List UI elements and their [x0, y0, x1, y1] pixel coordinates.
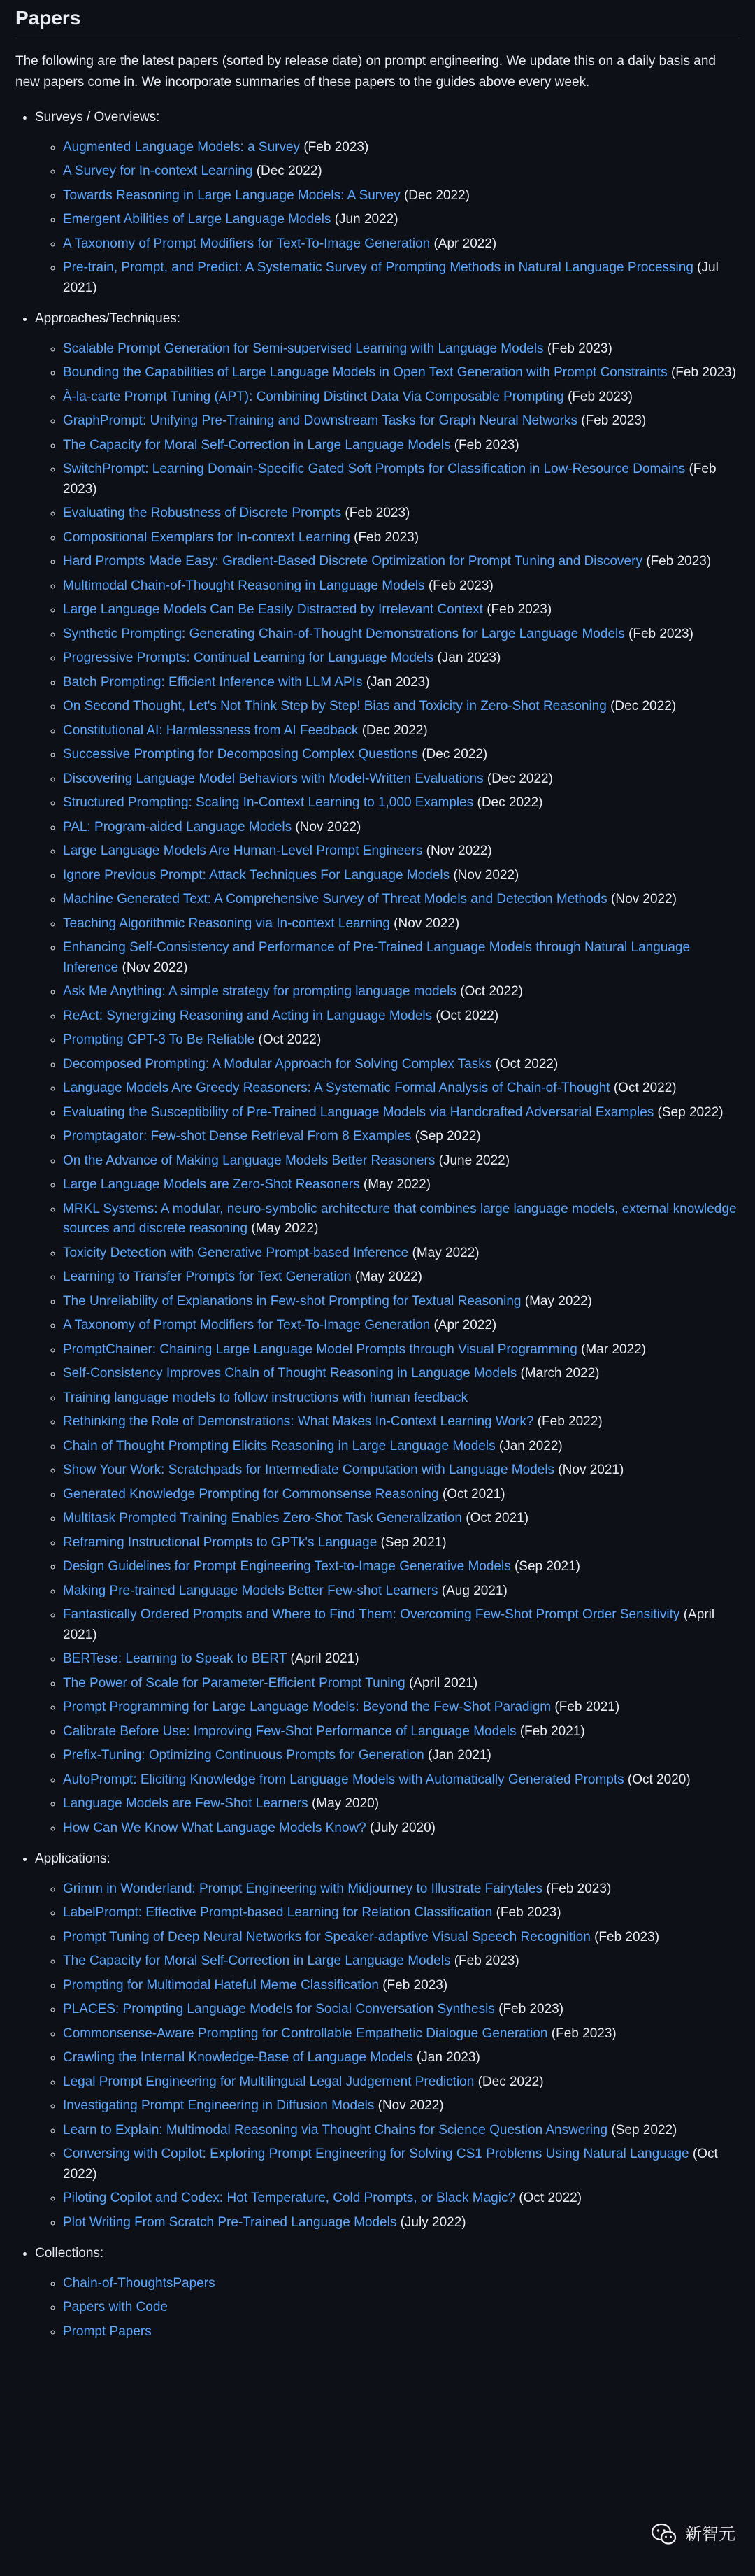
paper-date: (Oct 2022): [258, 1032, 322, 1048]
paper-link[interactable]: Emergent Abilities of Large Language Models: [63, 212, 331, 227]
paper-link[interactable]: Evaluating the Susceptibility of Pre-Trained Language Models via Handcrafted Adversarial Examples: [63, 1104, 654, 1120]
paper-item: [63, 528, 740, 548]
paper-link[interactable]: MRKL Systems: A modular, neuro-symbolic architecture that combines large language models, external knowledge sources and discrete reasoning: [63, 1201, 737, 1237]
paper-link[interactable]: Learning to Transfer Prompts for Text Generation: [63, 1269, 352, 1285]
paper-link[interactable]: Evaluating the Robustness of Discrete Prompts: [63, 506, 342, 521]
paper-link[interactable]: On Second Thought, Let's Not Think Step by Step! Bias and Toxicity in Zero-Shot Reasoning: [63, 699, 607, 714]
intro-paragraph: The following are the latest papers (sorted by release date) on prompt engineering. We update this on a daily basis and new papers come in. We incorporate summaries of these papers to the guides above every week.: [15, 54, 716, 90]
paper-link[interactable]: Hard Prompts Made Easy: Gradient-Based Discrete Optimization for Prompt Tuning and Discovery: [63, 554, 642, 569]
paper-date: (Feb 2023): [454, 1954, 519, 1969]
paper-item: [63, 339, 740, 360]
paper-link[interactable]: Crawling the Internal Knowledge-Base of Language Models: [63, 2050, 413, 2065]
paper-date: (May 2022): [363, 1177, 431, 1193]
paper-item: [63, 1581, 740, 1602]
paper-link[interactable]: Prompt Papers: [63, 2324, 152, 2339]
paper-link[interactable]: LabelPrompt: Effective Prompt-based Learning for Relation Classification: [63, 1905, 493, 1921]
wechat-icon: [650, 2520, 678, 2548]
paper-link[interactable]: Promptagator: Few-shot Dense Retrieval From 8 Examples: [63, 1129, 412, 1144]
paper-date: (Sep 2022): [415, 1129, 481, 1144]
paper-item: [63, 2322, 740, 2342]
paper-item: [63, 938, 740, 978]
paper-link[interactable]: Prefix-Tuning: Optimizing Continuous Prompts for Generation: [63, 1748, 424, 1763]
paper-date: (Feb 2023): [428, 578, 494, 593]
paper-link[interactable]: Prompting GPT-3 To Be Reliable: [63, 1032, 255, 1048]
paper-link[interactable]: Chain of Thought Prompting Elicits Reasoning in Large Language Models: [63, 1438, 496, 1453]
watermark: [650, 2520, 735, 2548]
paper-item: [63, 1879, 740, 1900]
paper-link[interactable]: Grimm in Wonderland: Prompt Engineering with Midjourney to Illustrate Fairytales: [63, 1881, 543, 1896]
paper-link[interactable]: A Taxonomy of Prompt Modifiers for Text-To-Image Generation: [63, 236, 431, 251]
paper-item: [63, 600, 740, 620]
paper-item: [63, 697, 740, 717]
paper-date: (Apr 2022): [433, 236, 497, 251]
paper-date: (Nov 2022): [611, 892, 677, 907]
paper-link[interactable]: Learn to Explain: Multimodal Reasoning via Thought Chains for Science Question Answering: [63, 2122, 608, 2137]
paper-item: [63, 2189, 740, 2209]
paper-link[interactable]: Legal Prompt Engineering for Multilingual Legal Judgement Prediction: [63, 2074, 475, 2089]
paper-link[interactable]: A Survey for In-context Learning: [63, 164, 253, 179]
paper-link[interactable]: Papers with Code: [63, 2300, 168, 2315]
paper-item: [63, 552, 740, 572]
paper-link[interactable]: Language Models are Few-Shot Learners: [63, 1796, 308, 1812]
paper-link[interactable]: Piloting Copilot and Codex: Hot Temperature, Cold Prompts, or Black Magic?: [63, 2191, 516, 2206]
paper-item: [63, 2144, 740, 2184]
paper-date: (Feb 2021): [519, 1723, 585, 1739]
paper-link[interactable]: Constitutional AI: Harmlessness from AI Feedback: [63, 723, 359, 738]
paper-list: [35, 2274, 740, 2342]
paper-item: [63, 2072, 740, 2093]
paper-item: [63, 890, 740, 910]
paper-item: [63, 1006, 740, 1027]
paper-link[interactable]: On the Advance of Making Language Models Better Reasoners: [63, 1153, 436, 1168]
paper-link[interactable]: Plot Writing From Scratch Pre-Trained Language Models: [63, 2214, 397, 2230]
paper-link[interactable]: The Unreliability of Explanations in Few-shot Prompting for Textual Reasoning: [63, 1293, 522, 1309]
paper-date: (Nov 2022): [394, 916, 460, 931]
paper-date: (Nov 2022): [453, 867, 519, 883]
paper-link[interactable]: Pre-train, Prompt, and Predict: A Systematic Survey of Prompting Methods in Natural Language Processing: [63, 260, 693, 276]
paper-item: [63, 1557, 740, 1577]
paper-date: (Sep 2022): [611, 2122, 677, 2137]
paper-item: [63, 1175, 740, 1195]
paper-date: (Oct 2022): [613, 1081, 677, 1096]
paper-link[interactable]: Compositional Exemplars for In-context Learning: [63, 529, 350, 545]
paper-item: [63, 1794, 740, 1814]
paper-item: [63, 2048, 740, 2068]
paper-link[interactable]: Discovering Language Model Behaviors with Model-Written Evaluations: [63, 771, 484, 786]
paper-date: (Feb 2023): [303, 139, 369, 155]
paper-list: [35, 1879, 740, 2233]
paper-date: (Feb 2023): [567, 389, 633, 404]
paper-date: (Dec 2022): [361, 723, 428, 738]
paper-link[interactable]: Design Guidelines for Prompt Engineering Text-to-Image Generative Models: [63, 1559, 511, 1574]
paper-item: [63, 576, 740, 597]
paper-item: [63, 387, 740, 408]
paper-link[interactable]: Progressive Prompts: Continual Learning for Language Models: [63, 650, 434, 666]
paper-list: [35, 339, 740, 1839]
paper-date: (Feb 2023): [551, 2026, 617, 2041]
paper-item: [63, 1267, 740, 1288]
paper-date: (Sep 2021): [514, 1559, 580, 1574]
paper-date: (Feb 2023): [594, 1929, 660, 1944]
section: [35, 309, 740, 1838]
paper-item: [63, 841, 740, 862]
paper-date: (Jan 2023): [437, 650, 501, 666]
paper-link[interactable]: ReAct: Synergizing Reasoning and Acting in Language Models: [63, 1008, 433, 1023]
paper-link[interactable]: Large Language Models are Zero-Shot Reasoners: [63, 1177, 360, 1193]
sections-list: [15, 108, 740, 2342]
paper-item: [63, 1460, 740, 1481]
paper-item: [63, 769, 740, 790]
paper-date: (Apr 2022): [433, 1318, 497, 1333]
paper-link[interactable]: Reframing Instructional Prompts to GPTk's Language: [63, 1535, 378, 1550]
paper-item: [63, 1151, 740, 1172]
paper-date: (May 2022): [354, 1269, 422, 1285]
paper-item: [63, 2121, 740, 2141]
paper-item: [63, 625, 740, 645]
paper-date: (Jan 2022): [498, 1438, 563, 1453]
paper-item: [63, 982, 740, 1002]
paper-link[interactable]: Making Pre-trained Language Models Better Few-shot Learners: [63, 1583, 438, 1598]
paper-link[interactable]: Rethinking the Role of Demonstrations: What Makes In-Context Learning Work?: [63, 1414, 534, 1430]
paper-date: (May 2022): [251, 1221, 319, 1237]
paper-date: (Nov 2021): [558, 1463, 624, 1478]
paper-item: [63, 1388, 740, 1409]
paper-link[interactable]: Language Models Are Greedy Reasoners: A Systematic Formal Analysis of Chain-of-Thought: [63, 1081, 610, 1096]
paper-link[interactable]: Multimodal Chain-of-Thought Reasoning in Language Models: [63, 578, 425, 593]
paper-date: (Aug 2021): [441, 1583, 508, 1598]
paper-item: [63, 258, 740, 298]
paper-item: [63, 1437, 740, 1457]
paper-item: [63, 2274, 740, 2294]
paper-date: (May 2022): [412, 1245, 480, 1260]
paper-date: (May 2020): [311, 1796, 380, 1812]
paper-date: (Oct 2020): [627, 1772, 691, 1787]
paper-date: (April 2021): [408, 1675, 478, 1691]
paper-item: [63, 2213, 740, 2233]
paper-date: (Feb 2023): [487, 602, 552, 618]
paper-item: [63, 1127, 740, 1147]
paper-date: (Jan 2023): [366, 674, 430, 690]
paper-date: (Feb 2023): [498, 2002, 564, 2017]
paper-item: [63, 1079, 740, 1099]
paper-link[interactable]: Generated Knowledge Prompting for Commonsense Reasoning: [63, 1486, 439, 1502]
paper-item: [63, 436, 740, 456]
paper-date: (Dec 2022): [477, 795, 543, 811]
paper-date: (Sep 2022): [657, 1104, 724, 1120]
paper-item: [63, 648, 740, 669]
paper-item: [63, 186, 740, 206]
paper-date: (Feb 2023): [547, 341, 612, 356]
paper-item: [63, 2298, 740, 2318]
paper-link[interactable]: Bounding the Capabilities of Large Language Models in Open Text Generation with Prompt Constraints: [63, 365, 668, 380]
paper-date: (Feb 2023): [354, 529, 419, 545]
paper-date: (Dec 2022): [477, 2074, 544, 2089]
paper-item: [63, 1698, 740, 1718]
paper-item: [63, 1055, 740, 1075]
paper-item: [63, 1292, 740, 1312]
paper-link[interactable]: Show Your Work: Scratchpads for Intermediate Computation with Language Models: [63, 1463, 555, 1478]
paper-date: (Feb 2023): [581, 413, 647, 429]
paper-date: (Oct 2022): [495, 1056, 559, 1072]
paper-link[interactable]: PLACES: Prompting Language Models for Social Conversation Synthesis: [63, 2002, 495, 2017]
paper-item: [63, 866, 740, 886]
paper-link[interactable]: SwitchPrompt: Learning Domain-Specific Gated Soft Prompts for Classification in Low-Resource Domains: [63, 462, 686, 477]
section-title: • Surveys / Overviews:: [35, 110, 160, 125]
paper-link[interactable]: GraphPrompt: Unifying Pre-Training and Downstream Tasks for Graph Neural Networks: [63, 413, 578, 429]
paper-date: (Oct 2022): [436, 1008, 499, 1023]
paper-item: [63, 1364, 740, 1384]
paper-link[interactable]: The Capacity for Moral Self-Correction in Large Language Models: [63, 1954, 451, 1969]
paper-link[interactable]: À-la-carte Prompt Tuning (APT): Combining Distinct Data Via Composable Prompting: [63, 389, 564, 404]
section-title: • Approaches/Techniques:: [35, 311, 181, 327]
paper-item: [63, 2024, 740, 2044]
paper-item: [63, 1746, 740, 1766]
paper-item: [63, 1819, 740, 1839]
paper-link[interactable]: Synthetic Prompting: Generating Chain-of-Thought Demonstrations for Large Language Models: [63, 626, 625, 641]
paper-date: (April 2021): [63, 1607, 715, 1642]
paper-date: (Feb 2023): [345, 506, 410, 521]
paper-list: [35, 138, 740, 299]
paper-date: (Feb 2023): [496, 1905, 561, 1921]
section: [35, 1849, 740, 2233]
paper-date: (Feb 2023): [454, 437, 519, 453]
paper-item: [63, 1976, 740, 1996]
paper-date: (Dec 2022): [487, 771, 553, 786]
paper-link[interactable]: Conversing with Copilot: Exploring Prompt Engineering for Solving CS1 Problems Using Natural Language: [63, 2147, 689, 2162]
section: [35, 108, 740, 298]
paper-link[interactable]: Structured Prompting: Scaling In-Context Learning to 1,000 Examples: [63, 795, 474, 811]
paper-date: (Oct 2022): [63, 2147, 718, 2182]
section-title: • Applications:: [35, 1851, 110, 1867]
paper-date: (Mar 2022): [581, 1342, 646, 1357]
paper-date: (Jul 2021): [63, 260, 719, 295]
paper-date: (Dec 2022): [610, 699, 677, 714]
paper-item: [63, 721, 740, 741]
paper-item: [63, 363, 740, 383]
paper-link[interactable]: Large Language Models Are Human-Level Prompt Engineers: [63, 844, 423, 859]
paper-item: [63, 1103, 740, 1123]
paper-item: [63, 1316, 740, 1336]
paper-item: [63, 673, 740, 693]
paper-link[interactable]: Investigating Prompt Engineering in Diffusion Models: [63, 2098, 375, 2114]
section: [35, 2244, 740, 2342]
paper-item: [63, 162, 740, 182]
paper-item: [63, 1722, 740, 1742]
paper-link[interactable]: Chain-of-ThoughtsPapers: [63, 2275, 215, 2291]
paper-item: [63, 1200, 740, 1239]
paper-item: [63, 818, 740, 838]
paper-date: (Oct 2022): [519, 2191, 582, 2206]
paper-date: (Jan 2021): [428, 1748, 491, 1763]
paper-item: [63, 1928, 740, 1948]
paper-date: (Jan 2023): [416, 2050, 480, 2065]
paper-date: (Feb 2021): [554, 1700, 620, 1715]
paper-item: [63, 914, 740, 934]
paper-link[interactable]: The Power of Scale for Parameter-Efficient Prompt Tuning: [63, 1675, 405, 1691]
paper-date: (June 2022): [438, 1153, 510, 1168]
paper-item: [63, 1030, 740, 1051]
paper-link[interactable]: Commonsense-Aware Prompting for Controllable Empathetic Dialogue Generation: [63, 2026, 548, 2041]
paper-link[interactable]: Multitask Prompted Training Enables Zero-Shot Task Generalization: [63, 1511, 462, 1526]
paper-date: (Feb 2023): [670, 365, 736, 380]
paper-item: [63, 1412, 740, 1432]
paper-item: [63, 1605, 740, 1645]
paper-item: [63, 1485, 740, 1505]
paper-date: (Feb 2023): [546, 1881, 612, 1896]
paper-date: (May 2022): [524, 1293, 592, 1309]
paper-date: (Nov 2022): [426, 844, 492, 859]
paper-link[interactable]: Ask Me Anything: A simple strategy for prompting language models: [63, 984, 456, 999]
paper-date: (Jun 2022): [334, 212, 398, 227]
paper-item: [63, 1509, 740, 1529]
paper-item: [63, 1533, 740, 1553]
paper-date: (July 2020): [370, 1820, 436, 1835]
paper-link[interactable]: PromptChainer: Chaining Large Language Model Prompts through Visual Programming: [63, 1342, 577, 1357]
paper-link[interactable]: Augmented Language Models: a Survey: [63, 139, 301, 155]
paper-item: [63, 1244, 740, 1264]
paper-link[interactable]: Batch Prompting: Efficient Inference with LLM APIs: [63, 674, 363, 690]
paper-item: [63, 745, 740, 765]
paper-link[interactable]: How Can We Know What Language Models Know?: [63, 1820, 366, 1835]
paper-item: [63, 1770, 740, 1791]
paper-link[interactable]: Decomposed Prompting: A Modular Approach for Solving Complex Tasks: [63, 1056, 492, 1072]
paper-link[interactable]: Prompt Tuning of Deep Neural Networks for Speaker-adaptive Visual Speech Recognition: [63, 1929, 591, 1944]
paper-date: (Dec 2022): [403, 187, 470, 203]
paper-item: [63, 793, 740, 813]
paper-date: (Feb 2023): [646, 554, 712, 569]
paper-link[interactable]: Towards Reasoning in Large Language Models: A Survey: [63, 187, 401, 203]
paper-item: [63, 234, 740, 255]
paper-item: [63, 2000, 740, 2020]
paper-link[interactable]: Self-Consistency Improves Chain of Thought Reasoning in Language Models: [63, 1366, 517, 1381]
paper-link[interactable]: Prompting for Multimodal Hateful Meme Classification: [63, 1977, 379, 1993]
paper-link[interactable]: Successive Prompting for Decomposing Complex Questions: [63, 747, 418, 762]
paper-date: (Feb 2022): [537, 1414, 603, 1430]
paper-item: [63, 460, 740, 499]
paper-link[interactable]: The Capacity for Moral Self-Correction in Large Language Models: [63, 437, 451, 453]
paper-date: (Oct 2021): [442, 1486, 505, 1502]
paper-date: (Nov 2022): [378, 2098, 444, 2114]
paper-date: (Oct 2021): [466, 1511, 529, 1526]
paper-link[interactable]: Fantastically Ordered Prompts and Where to Find Them: Overcoming Few-Shot Prompt Order Sensitivity: [63, 1607, 680, 1623]
paper-item: [63, 2096, 740, 2116]
paper-date: (Feb 2023): [63, 462, 717, 497]
paper-date: (March 2022): [520, 1366, 600, 1381]
paper-date: (Feb 2023): [628, 626, 693, 641]
section-title: • Collections:: [35, 2246, 104, 2261]
paper-item: [63, 138, 740, 158]
paper-link[interactable]: A Taxonomy of Prompt Modifiers for Text-To-Image Generation: [63, 1318, 431, 1333]
paper-link[interactable]: Calibrate Before Use: Improving Few-Shot Performance of Language Models: [63, 1723, 517, 1739]
page-title: Papers: [15, 4, 740, 38]
paper-item: [63, 210, 740, 230]
paper-link[interactable]: Toxicity Detection with Generative Prompt-based Inference: [63, 1245, 409, 1260]
paper-date: (Feb 2023): [382, 1977, 448, 1993]
paper-date: (Dec 2022): [422, 747, 488, 762]
paper-link[interactable]: Teaching Algorithmic Reasoning via In-context Learning: [63, 916, 390, 931]
paper-date: (Nov 2022): [122, 960, 188, 975]
paper-date: (April 2021): [290, 1651, 359, 1667]
paper-item: [63, 1340, 740, 1360]
paper-link[interactable]: Machine Generated Text: A Comprehensive Survey of Threat Models and Detection Methods: [63, 892, 607, 907]
paper-item: [63, 1674, 740, 1694]
paper-date: (Dec 2022): [256, 164, 322, 179]
paper-date: (Nov 2022): [295, 819, 361, 834]
paper-item: [63, 504, 740, 524]
paper-link[interactable]: Large Language Models Can Be Easily Distracted by Irrelevant Context: [63, 602, 483, 618]
paper-item: [63, 411, 740, 432]
paper-link[interactable]: Scalable Prompt Generation for Semi-supervised Learning with Language Models: [63, 341, 544, 356]
paper-link[interactable]: BERTese: Learning to Speak to BERT: [63, 1651, 287, 1667]
paper-link[interactable]: PAL: Program-aided Language Models: [63, 819, 292, 834]
paper-link[interactable]: Ignore Previous Prompt: Attack Techniques For Language Models: [63, 867, 450, 883]
paper-date: (Oct 2022): [460, 984, 523, 999]
paper-item: [63, 1903, 740, 1923]
paper-link[interactable]: Training language models to follow instructions with human feedback: [63, 1390, 468, 1405]
paper-link[interactable]: AutoPrompt: Eliciting Knowledge from Language Models with Automatically Generated Prompts: [63, 1772, 624, 1787]
paper-item: [63, 1951, 740, 1972]
paper-link[interactable]: Enhancing Self-Consistency and Performance of Pre-Trained Language Models through Natural Language Inference: [63, 940, 691, 975]
watermark-text: 新智元: [685, 2524, 735, 2544]
paper-date: (July 2022): [400, 2214, 466, 2230]
paper-link[interactable]: Prompt Programming for Large Language Models: Beyond the Few-Shot Paradigm: [63, 1700, 552, 1715]
paper-date: (Sep 2021): [380, 1535, 447, 1550]
paper-item: [63, 1649, 740, 1670]
